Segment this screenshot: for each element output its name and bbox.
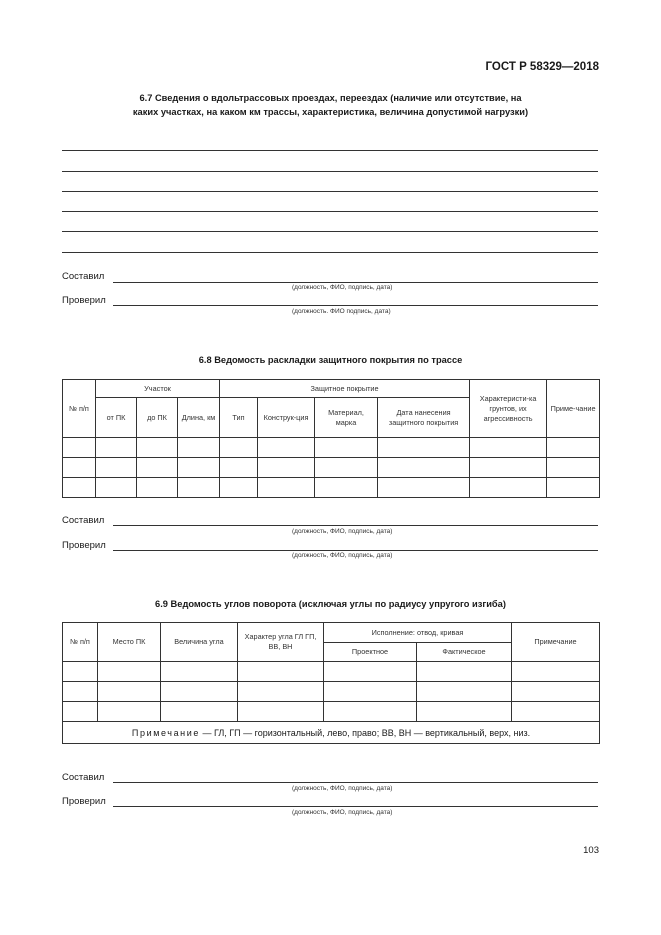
checked-by-label: Проверил — [62, 295, 106, 306]
col-header-plot: Участок — [96, 380, 220, 398]
table-note — [63, 722, 600, 744]
table-cell[interactable] — [324, 682, 417, 702]
table-cell[interactable] — [547, 478, 600, 498]
table-cell[interactable] — [470, 458, 547, 478]
col-header-design: Проектное — [324, 643, 417, 662]
table-cell[interactable] — [161, 702, 238, 722]
table-cell[interactable] — [258, 478, 315, 498]
table-cell[interactable] — [315, 478, 378, 498]
blank-line — [62, 171, 598, 172]
table-row — [63, 662, 600, 682]
table-row — [63, 458, 600, 478]
col-header-num: № п/п — [63, 380, 96, 438]
table-cell[interactable] — [324, 702, 417, 722]
col-header-place: Место ПК — [98, 623, 161, 662]
compiled-by-line[interactable] — [113, 282, 598, 283]
signature-caption: (должность, ФИО, подпись, дата) — [292, 809, 393, 816]
col-header-type: Тип — [220, 398, 258, 438]
blank-line — [62, 231, 598, 232]
table-cell[interactable] — [137, 458, 178, 478]
table-cell[interactable] — [378, 458, 470, 478]
compiled-by-label: Составил — [62, 271, 105, 282]
table-cell[interactable] — [470, 438, 547, 458]
col-header-remark: Приме-чание — [547, 380, 600, 438]
table-cell[interactable] — [137, 438, 178, 458]
table-cell[interactable] — [378, 478, 470, 498]
section-6-7-title-line1: 6.7 Сведения о вдольтрассовых проездах, переездах (наличие или отсутствие, на — [139, 93, 522, 103]
col-header-soil: Характеристи-ка грунтов, их агрессивность — [470, 380, 547, 438]
table-cell[interactable] — [98, 662, 161, 682]
table-cell[interactable] — [63, 478, 96, 498]
table-cell[interactable] — [178, 438, 220, 458]
checked-by-line[interactable] — [113, 305, 598, 306]
table-cell[interactable] — [96, 458, 137, 478]
checked-by-line[interactable] — [113, 806, 598, 807]
blank-line — [62, 211, 598, 212]
table-cell[interactable] — [258, 458, 315, 478]
table-cell[interactable] — [137, 478, 178, 498]
col-header-coating-date: Дата нанесения защитного покрытия — [378, 398, 470, 438]
checked-by-label: Проверил — [62, 540, 106, 551]
table-cell[interactable] — [63, 662, 98, 682]
note-prefix: Примечание — [131, 727, 200, 738]
table-cell[interactable] — [238, 682, 324, 702]
table-cell[interactable] — [98, 702, 161, 722]
table-cell[interactable] — [378, 438, 470, 458]
col-header-from-pk: от ПК — [96, 398, 137, 438]
table-cell[interactable] — [417, 702, 512, 722]
signature-caption: (должность, ФИО, подпись, дата) — [292, 552, 393, 559]
table-cell[interactable] — [324, 662, 417, 682]
table-row — [63, 438, 600, 458]
table-row — [63, 478, 600, 498]
table-cell[interactable] — [63, 458, 96, 478]
table-cell[interactable] — [220, 458, 258, 478]
table-cell[interactable] — [315, 438, 378, 458]
col-header-coating: Защитное покрытие — [220, 380, 470, 398]
table-cell[interactable] — [178, 458, 220, 478]
table-cell[interactable] — [417, 682, 512, 702]
checked-by-label: Проверил — [62, 796, 106, 807]
table-cell[interactable] — [178, 478, 220, 498]
table-cell[interactable] — [220, 438, 258, 458]
col-header-actual: Фактическое — [417, 643, 512, 662]
col-header-material: Материал, марка — [315, 398, 378, 438]
table-cell[interactable] — [63, 682, 98, 702]
table-cell[interactable] — [258, 438, 315, 458]
table-cell[interactable] — [417, 662, 512, 682]
coating-table — [62, 379, 600, 498]
table-cell[interactable] — [161, 682, 238, 702]
note-text: — ГЛ, ГП — горизонтальный, лево, право; ВВ, ВН — вертикальный, верх, низ. — [202, 727, 531, 738]
blank-line — [62, 150, 598, 151]
table-cell[interactable] — [238, 702, 324, 722]
table-cell[interactable] — [63, 702, 98, 722]
signature-caption: (должность, ФИО, подпись, дата) — [292, 785, 393, 792]
col-header-design: Конструк-ция — [258, 398, 315, 438]
compiled-by-line[interactable] — [113, 782, 598, 783]
table-cell[interactable] — [547, 458, 600, 478]
col-header-num: № п/п — [63, 623, 98, 662]
col-header-execution: Исполнение: отвод, кривая — [324, 623, 512, 643]
table-row — [63, 702, 600, 722]
compiled-by-label: Составил — [62, 515, 105, 526]
section-6-9-title: 6.9 Ведомость углов поворота (исключая углы по радиусу упругого изгиба) — [155, 599, 506, 609]
table-cell[interactable] — [161, 662, 238, 682]
table-cell[interactable] — [547, 438, 600, 458]
compiled-by-label: Составил — [62, 772, 105, 783]
col-header-angle-value: Величина угла — [161, 623, 238, 662]
section-6-7-title — [0, 91, 661, 119]
table-cell[interactable] — [512, 662, 600, 682]
compiled-by-line[interactable] — [113, 525, 598, 526]
signature-caption: (должность, ФИО, подпись, дата) — [292, 284, 393, 291]
section-6-8-title: 6.8 Ведомость раскладки защитного покрытия по трассе — [198, 355, 463, 365]
document-code: ГОСТ Р 58329—2018 — [485, 61, 599, 73]
col-header-remark: Примечание — [512, 623, 600, 662]
table-cell[interactable] — [98, 682, 161, 702]
col-header-length: Длина, км — [178, 398, 220, 438]
table-cell[interactable] — [96, 478, 137, 498]
blank-line — [62, 252, 598, 253]
table-row — [63, 682, 600, 702]
table-cell[interactable] — [220, 478, 258, 498]
turn-angles-table — [62, 622, 600, 744]
signature-caption: (должность, ФИО, подпись, дата) — [292, 528, 393, 535]
signature-caption: (должность. ФИО подпись, дата) — [292, 308, 391, 315]
table-cell[interactable] — [63, 438, 96, 458]
table-cell[interactable] — [512, 682, 600, 702]
table-cell[interactable] — [470, 478, 547, 498]
section-6-7-title-line2: каких участках, на каком км трассы, характеристика, величина допустимой нагрузки) — [132, 107, 529, 117]
col-header-to-pk: до ПК — [137, 398, 178, 438]
blank-line — [62, 191, 598, 192]
col-header-angle-type: Характер угла ГЛ ГП, ВВ, ВН — [238, 623, 324, 662]
table-cell[interactable] — [238, 662, 324, 682]
table-cell[interactable] — [96, 438, 137, 458]
table-cell[interactable] — [315, 458, 378, 478]
table-cell[interactable] — [512, 702, 600, 722]
page-number: 103 — [583, 845, 599, 856]
checked-by-line[interactable] — [113, 550, 598, 551]
